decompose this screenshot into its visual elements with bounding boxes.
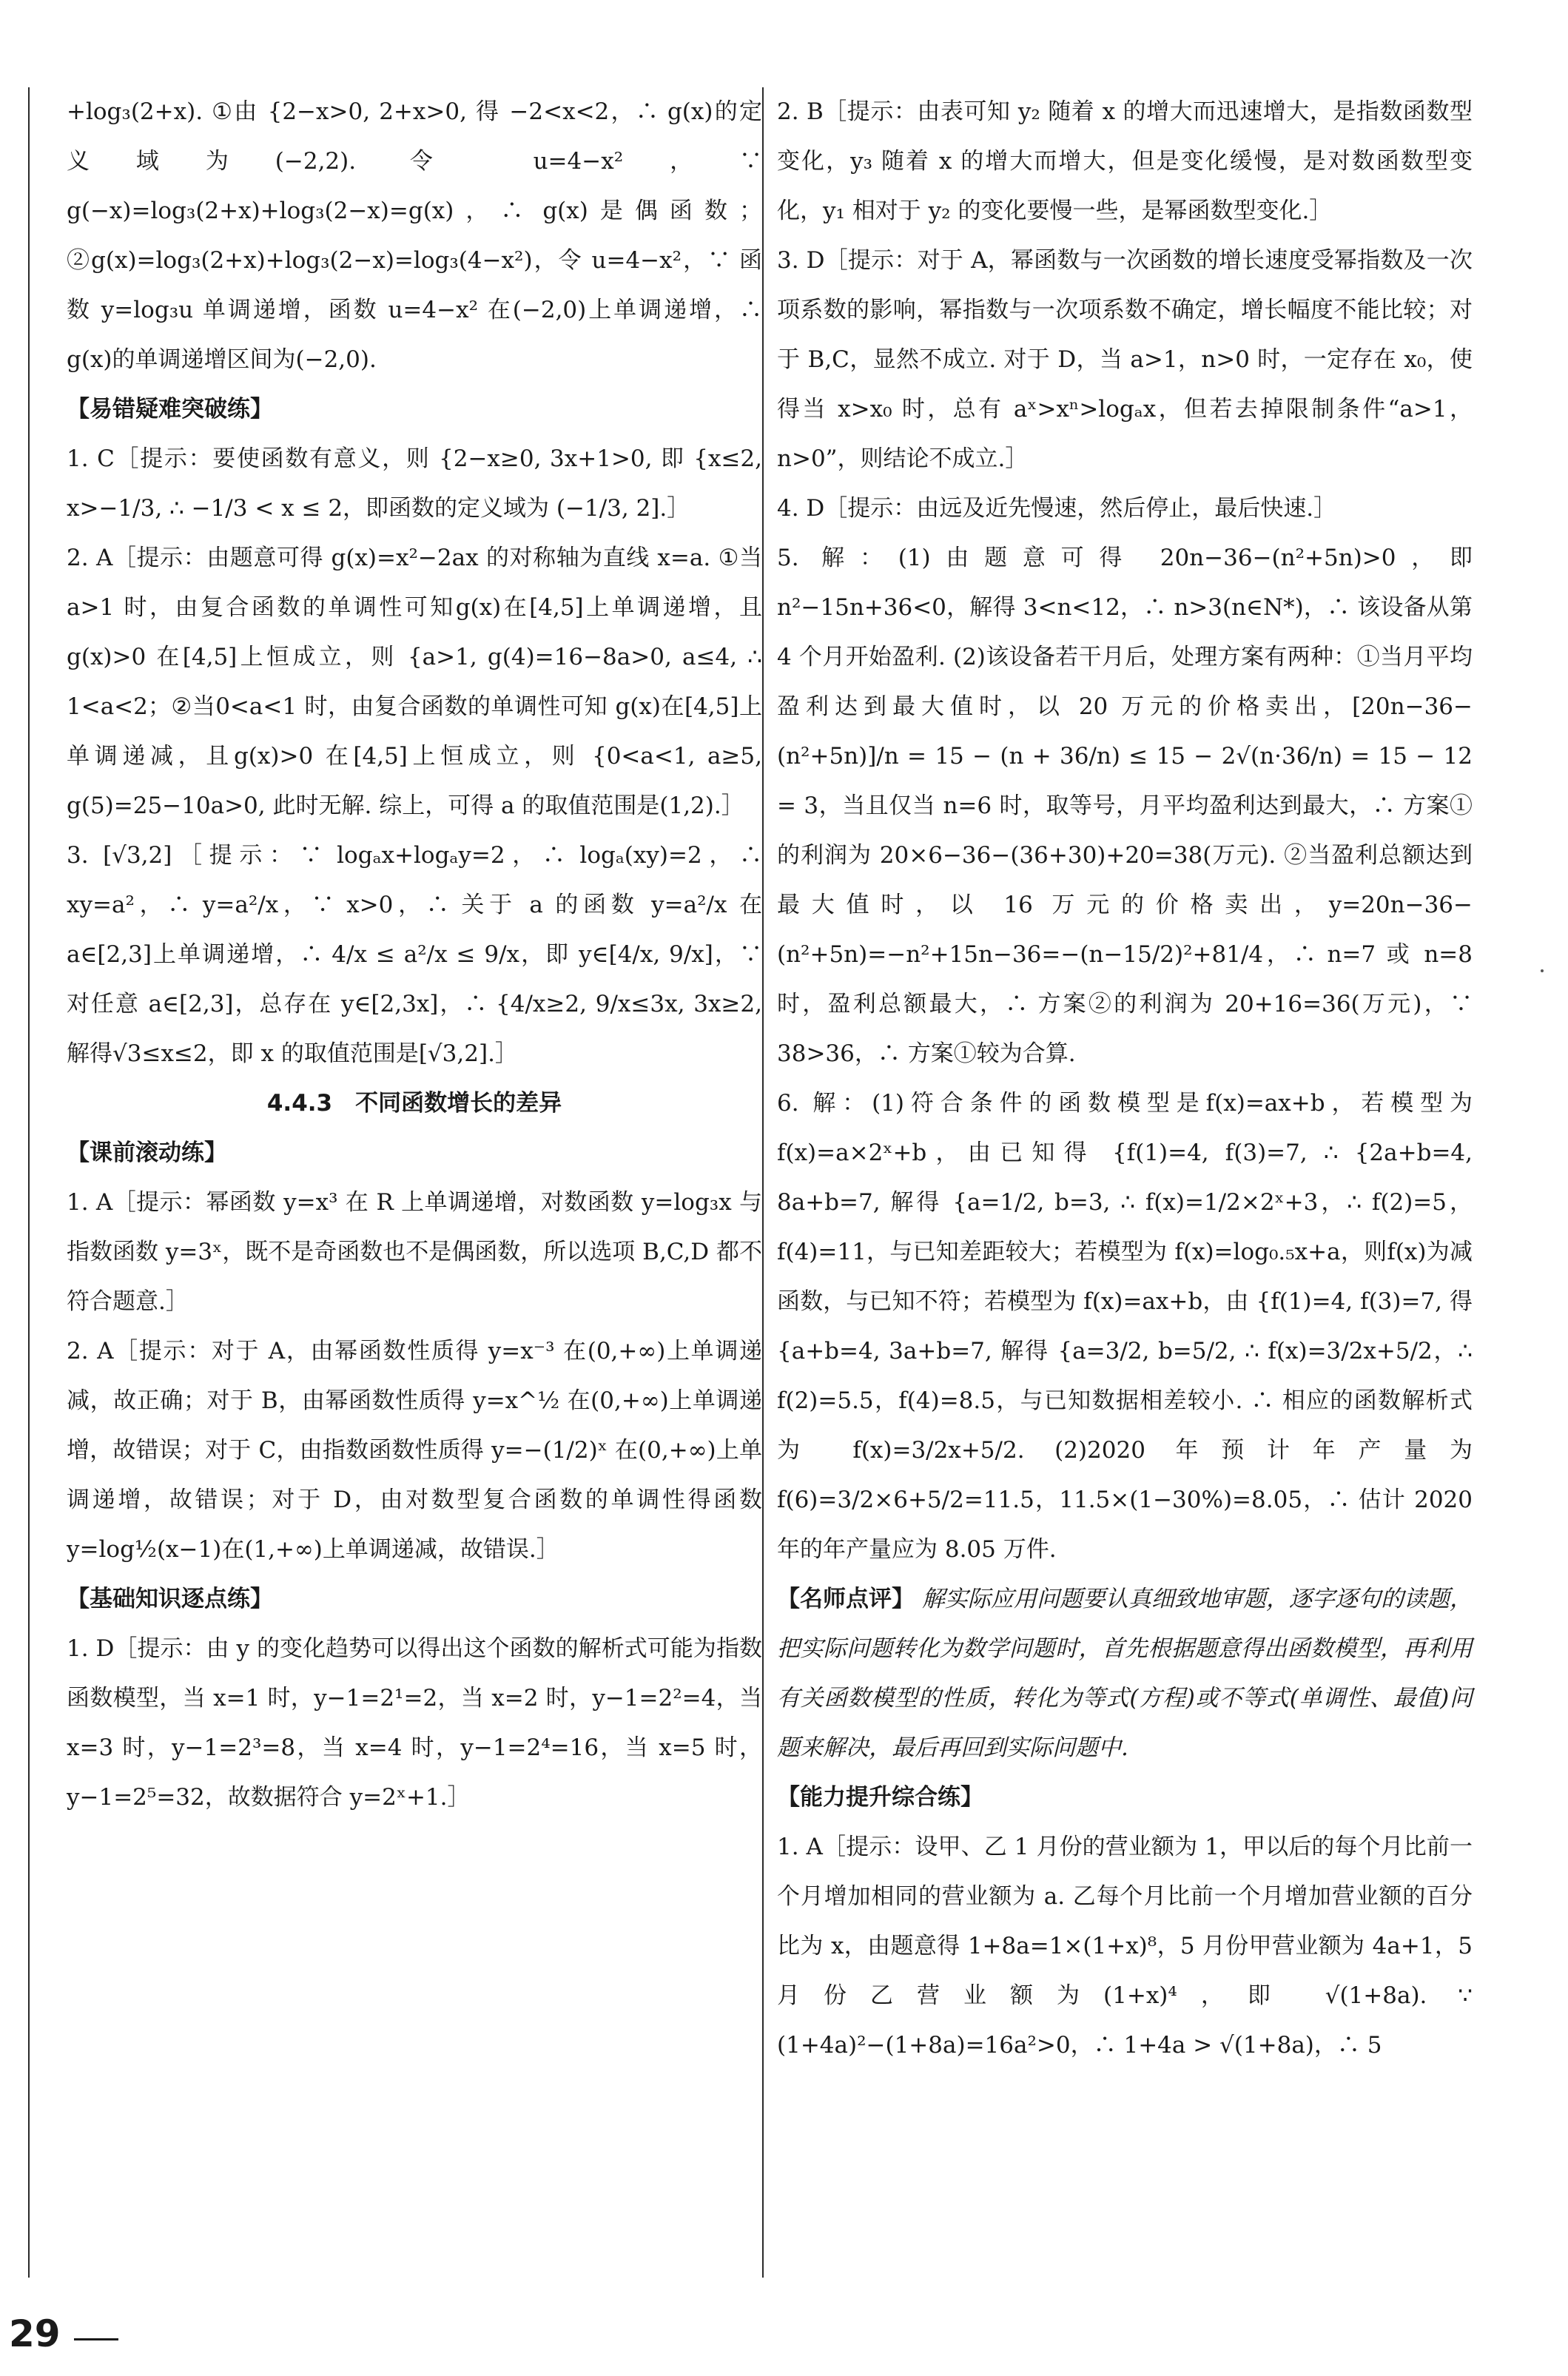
margin-dot <box>1541 969 1544 972</box>
answer-item: 4. D［提示：由远及近先慢速，然后停止，最后快速.］ <box>777 495 1337 522</box>
section-heading-error-prone: 【易错疑难突破练】 <box>67 396 273 423</box>
teacher-comment-label: 【名师点评】 <box>777 1586 915 1612</box>
answer-item: 5. 解：(1)由题意可得 20n−36−(n²+5n)>0，即 n²−15n+36<0，解得 3<n<12，∴ n>3(n∈N*)，∴ 该设备从第 4 个月开始盈利. (2)该设备若干月后，处理方案有两种：①当月平均盈利达到最大值时，以 20 万元的价格卖出，[20n−36−(n²+5n)]/n = 15 − (n + 36/n) ≤ 15 − 2√(n·36/n) = 15 − 12 = 3，当且仅当 n=6 时，取等号，月平均盈利达到最大，∴ 方案①的利润为 20×6−36−(36+30)+20=38(万元). ②当盈利总额达到最大值时，以 16 万元的价格卖出，y=20n−36−(n²+5n)=−n²+15n−36=−(n−15/2)²+81/4，∴ n=7 或 n=8 时，盈利总额最大，∴ 方案②的利润为 20+16=36(万元)，∵ 38>36，∴ 方案①较为合算. <box>777 545 1473 1067</box>
lesson-title: 4.4.3 不同函数增长的差异 <box>266 1090 562 1117</box>
page-number: 29 <box>9 2312 61 2355</box>
left-column <box>67 87 762 1823</box>
teacher-comment <box>777 1575 1473 1773</box>
section-heading-pre-class: 【课前滚动练】 <box>67 1140 227 1166</box>
column-divider <box>762 87 764 2278</box>
teacher-comment-text: 解实际应用问题要认真细致地审题，逐字逐句的读题，把实际问题转化为数学问题时，首先根据题意得出函数模型，再利用有关函数模型的性质，转化为等式(方程)或不等式(单调性、最值)问题来解决，最后再回到实际问题中. <box>777 1586 1473 1761</box>
left-edge-rule <box>28 87 30 2278</box>
answer-item: 2. B［提示：由表可知 y₂ 随着 x 的增大而迅速增大，是指数函数型变化，y₃ 随着 x 的增大而增大，但是变化缓慢，是对数函数型变化，y₁ 相对于 y₂ 的变化要慢一些，是幂函数型变化.］ <box>777 98 1473 224</box>
answer-item: 1. D［提示：由 y 的变化趋势可以得出这个函数的解析式可能为指数函数模型，当 x=1 时，y−1=2¹=2，当 x=2 时，y−1=2²=4，当 x=3 时，y−1=2³=8，当 x=4 时，y−1=2⁴=16，当 x=5 时，y−1=2⁵=32，故数据符合 y=2ˣ+1.］ <box>67 1635 762 1811</box>
section-heading-ability: 【能力提升综合练】 <box>777 1784 983 1811</box>
answer-item: 6. 解：(1)符合条件的函数模型是f(x)=ax+b，若模型为f(x)=a×2ˣ+b，由已知得 {f(1)=4, f(3)=7, ∴ {2a+b=4, 8a+b=7, 解得 {a=1/2, b=3, ∴ f(x)=1/2×2ˣ+3，∴ f(2)=5，f(4)=11，与已知差距较大；若模型为 f(x)=log₀.₅x+a，则f(x)为减函数，与已知不符；若模型为 f(x)=ax+b，由 {f(1)=4, f(3)=7, 得 {a+b=4, 3a+b=7, 解得 {a=3/2, b=5/2, ∴ f(x)=3/2x+5/2，∴ f(2)=5.5，f(4)=8.5，与已知数据相差较小. ∴ 相应的函数解析式为 f(x)=3/2x+5/2. (2)2020 年预计年产量为f(6)=3/2×6+5/2=11.5，11.5×(1−30%)=8.05，∴ 估计 2020 年的年产量应为 8.05 万件. <box>777 1090 1473 1563</box>
answer-item: 1. A［提示：设甲、乙 1 月份的营业额为 1，甲以后的每个月比前一个月增加相同的营业额为 a. 乙每个月比前一个月增加营业额的百分比为 x，由题意得 1+8a=1×(1+x)⁸，5 月份甲营业额为 4a+1，5 月份乙营业额为(1+x)⁴，即 √(1+8a). ∵ (1+4a)²−(1+8a)=16a²>0，∴ 1+4a > √(1+8a)，∴ 5 <box>777 1834 1473 2059</box>
section-heading-basic: 【基础知识逐点练】 <box>67 1586 273 1612</box>
answer-continuation: +log₃(2+x). ①由 {2−x>0, 2+x>0, 得 −2<x<2，∴ g(x)的定义域为(−2,2). 令 u=4−x²，∵ g(−x)=log₃(2+x)+log₃(2−x)=g(x)，∴ g(x)是偶函数；②g(x)=log₃(2+x)+log₃(2−x)=log₃(4−x²)，令 u=4−x²，∵ 函数 y=log₃u 单调递增，函数 u=4−x² 在(−2,0)上单调递增，∴ g(x)的单调递增区间为(−2,0). <box>67 98 762 373</box>
right-column <box>777 87 1473 2070</box>
page-number-dash <box>74 2338 118 2340</box>
answer-item: 2. A［提示：由题意可得 g(x)=x²−2ax 的对称轴为直线 x=a. ①当 a>1 时，由复合函数的单调性可知g(x)在[4,5]上单调递增，且 g(x)>0 在[4,5]上恒成立，则 {a>1, g(4)=16−8a>0, a≤4, ∴ 1<a<2；②当0<a<1 时，由复合函数的单调性可知 g(x)在[4,5]上单调递减，且g(x)>0 在[4,5]上恒成立，则 {0<a<1, a≥5, g(5)=25−10a>0, 此时无解. 综上，可得 a 的取值范围是(1,2).］ <box>67 545 762 819</box>
answer-item: 1. A［提示：幂函数 y=x³ 在 R 上单调递增，对数函数 y=log₃x 与指数函数 y=3ˣ，既不是奇函数也不是偶函数，所以选项 B,C,D 都不符合题意.］ <box>67 1189 762 1315</box>
answer-item: 3. D［提示：对于 A，幂函数与一次函数的增长速度受幂指数及一次项系数的影响，幂指数与一次项系数不确定，增长幅度不能比较；对于 B,C，显然不成立. 对于 D，当 a>1，n>0 时，一定存在 x₀，使得当 x>x₀ 时，总有 aˣ>xⁿ>logₐx，但若去掉限制条件“a>1，n>0”，则结论不成立.］ <box>777 247 1473 472</box>
answer-item: 3. [√3,2]［提示：∵ logₐx+logₐy=2，∴ logₐ(xy)=2，∴ xy=a²，∴ y=a²/x，∵ x>0，∴ 关于 a 的函数 y=a²/x 在 a∈[2,3]上单调递增，∴ 4/x ≤ a²/x ≤ 9/x，即 y∈[4/x, 9/x]，∵ 对任意 a∈[2,3]，总存在 y∈[2,3x]，∴ {4/x≥2, 9/x≤3x, 3x≥2, 解得√3≤x≤2，即 x 的取值范围是[√3,2].］ <box>67 842 762 1067</box>
answer-item: 1. C［提示：要使函数有意义，则 {2−x≥0, 3x+1>0, 即 {x≤2, x>−1/3, ∴ −1/3 < x ≤ 2，即函数的定义域为 (−1/3, 2].］ <box>67 445 762 522</box>
answer-item: 2. A［提示：对于 A，由幂函数性质得 y=x⁻³ 在(0,+∞)上单调递减，故正确；对于 B，由幂函数性质得 y=x^½ 在(0,+∞)上单调递增，故错误；对于 C，由指数函数性质得 y=−(1/2)ˣ 在(0,+∞)上单调递增，故错误；对于 D，由对数型复合函数的单调性得函数 y=log½(x−1)在(1,+∞)上单调递减，故错误.］ <box>67 1338 762 1563</box>
